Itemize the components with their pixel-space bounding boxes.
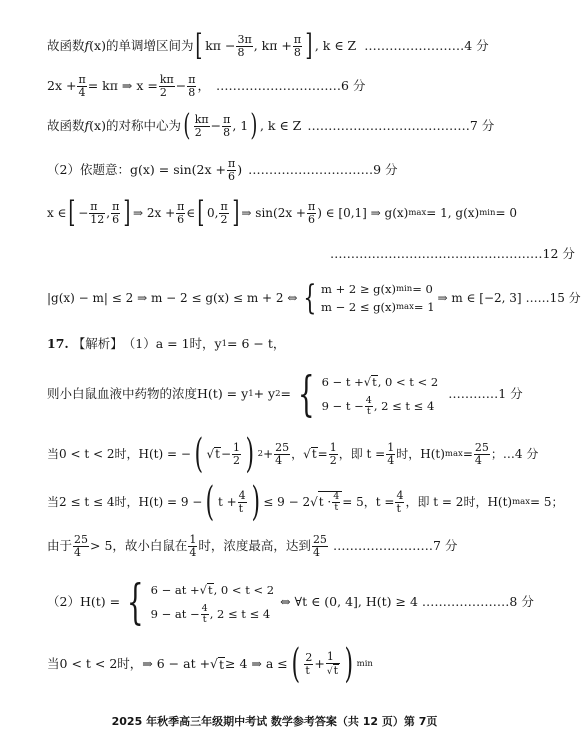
fraction: $\frac{\pi}{2}$ [220,199,228,226]
fraction: $\frac{3\pi}{8}$ [237,32,252,59]
piecewise-cases: 6 − t + √ t , 0 < t < 2 9 − t − $\frac{4}{t}$ , 2 ≤ t ≤ 4 [321,375,439,417]
fraction: $\frac{25}{4}$ [74,532,89,559]
score-label: 4 分 [514,447,539,461]
score-label: 8 分 [509,594,534,609]
case-system: m + 2 ≥ g(x) min = 0 m − 2 ≤ g(x) max = 1 [321,282,435,314]
fraction: $\frac{1}{4}$ [189,532,197,559]
fraction: $\frac{\pi}{8}$ [223,112,231,139]
fraction: $\frac{\pi}{4}$ [78,72,86,99]
fraction: $\frac{4}{t}$ [238,488,246,515]
line-part2-g: （2）依题意： g(x) = sin(2x + $\frac{\pi}{6}$ ) ………………………… 9 分 [47,156,398,183]
fraction: $\frac{\pi}{6}$ [307,199,316,226]
line-symmetry-center: 故函数 f (x) 的对称中心为 ( $\frac{k\pi}{2}$ − $\frac{\pi}{8}$ , 1 ) , k ∈ Z ………………………………… 7 分 [47,108,495,143]
fraction: $\frac{k\pi}{2}$ [194,112,209,139]
score-label: 7 分 [432,538,458,553]
score-label: 1 分 [498,386,523,401]
line-case-a-bound: 当 0 < t < 2 时，⇒ 6 − at + √ t ≥ 4 ⇒ a ≤ ( $\frac{2}{t}$ + $\frac{1}{√t}$ ) min [47,641,373,687]
fraction: $\frac{\pi}{6}$ [112,199,120,226]
fraction: $\frac{25}{4}$ [275,440,290,467]
fraction: $\frac{\pi}{6}$ [177,199,185,226]
line-abs-inequality: |g(x) − m| ≤ 2 ⇒ m − 2 ≤ g(x) ≤ m + 2 ⇔ { m + 2 ≥ g(x) min = 0 m − 2 ≤ g(x) max = 1 ⇒ m ∈ [−2, 3] …… 15 分 [47,278,581,318]
line-problem-17: 17. 【解析】 （1）a = 1时，y 1 = 6 − t， [47,336,286,351]
line-range-derivation: x ∈ [ − $\frac{\pi}{12}$ , $\frac{\pi}{6}$ ] ⇒ 2x + $\frac{\pi}{6}$ ∈ [ 0, $\frac{\pi}{2}$ ] ⇒ sin(2x + $\frac{\pi}{6}$ ) ∈ [0,1] ⇒ g(x) max = 1, g(x) min = 0 [47,195,517,230]
fraction: $\frac{25}{4}$ [312,532,327,559]
fraction: $\frac{4}{t}$ [396,488,404,515]
fraction: $\frac{25}{4}$ [474,440,489,467]
score-label: 9 分 [373,162,398,177]
piecewise-cases: 6 − at + √ t , 0 < t < 2 9 − at − $\frac{4}{t}$ , 2 ≤ t ≤ 4 [150,583,275,625]
fraction: $\frac{1}{2}$ [329,440,337,467]
line-conclusion-1: 由于 $\frac{25}{4}$ > 5，故小白鼠在 $\frac{1}{4}$ 时，浓度最高，达到 $\frac{25}{4}$ …………………… 7 分 [47,532,458,559]
fraction: $\frac{1}{4}$ [387,440,395,467]
line-solve-axis: 2x + $\frac{\pi}{4}$ = kπ ⇒ x = $\frac{k\pi}{2}$ − $\frac{\pi}{8}$ ， ………………………… 6 分 [47,72,366,99]
line-concentration-H: 则小白鼠血液中药物的浓度 H(t) = y 1 + y 2 = { 6 − t + √ t , 0 < t < 2 9 − t − $\frac{4}{t}$ , 2 ≤ t ≤ 4 ………… 1 分 [47,366,523,422]
line-case-0-2: 当 0 < t < 2 时， H(t) = − ( √ t − $\frac{1}{2}$ ) 2 + $\frac{25}{4}$ ， √ t = $\frac{1}{2}$ ，即 t = $\frac{1}{4}$ 时， H(t) max = $\frac{25}{4}$ ； … 4 分 [47,431,539,477]
line-score-12: …………………………………………… 12 分 [330,246,575,261]
score-label: 15 分 [549,291,581,305]
line-monotonic-interval: 故函数 f (x) 的单调增区间为 [ kπ − $\frac{3\pi}{8}$ , kπ + $\frac{\pi}{8}$ ] , k ∈ Z …………………… 4 分 [47,28,489,63]
fraction: $\frac{\pi}{8}$ [188,72,196,99]
fraction: $\frac{2}{t}$ [305,650,313,677]
score-label: 12 分 [542,246,575,261]
fraction: $\frac{1}{√t}$ [326,650,339,677]
fraction: $\frac{1}{2}$ [233,440,241,467]
line-part2-H: （2） H(t) = { 6 − at + √ t , 0 < t < 2 9 − at − $\frac{4}{t}$ , 2 ≤ t ≤ 4 ⇔ ∀t ∈ (0, 4], H(t) ≥ 4 ………………… 8 分 [47,574,534,630]
line-case-2-4: 当 2 ≤ t ≤ 4 时， H(t) = 9 − ( t + $\frac{4}{t}$ ) ≤ 9 − 2 √ t · $\frac{4}{t}$ = 5 ， t = $\frac{4}{t}$ ，即 t = 2时， H(t) max = 5； [47,479,564,525]
fraction: $\frac{\pi}{8}$ [293,32,302,59]
fraction: $\frac{k\pi}{2}$ [159,72,174,99]
score-label: 6 分 [340,78,366,93]
page-footer: 2025 年秋季高三年级期中考试 数学参考答案（共 12 页）第 7页 [111,715,438,728]
score-label: 4 分 [464,38,489,53]
fraction: $\frac{\pi}{12}$ [90,199,105,226]
fraction: $\frac{\pi}{6}$ [227,156,236,183]
score-label: 7 分 [469,118,495,133]
